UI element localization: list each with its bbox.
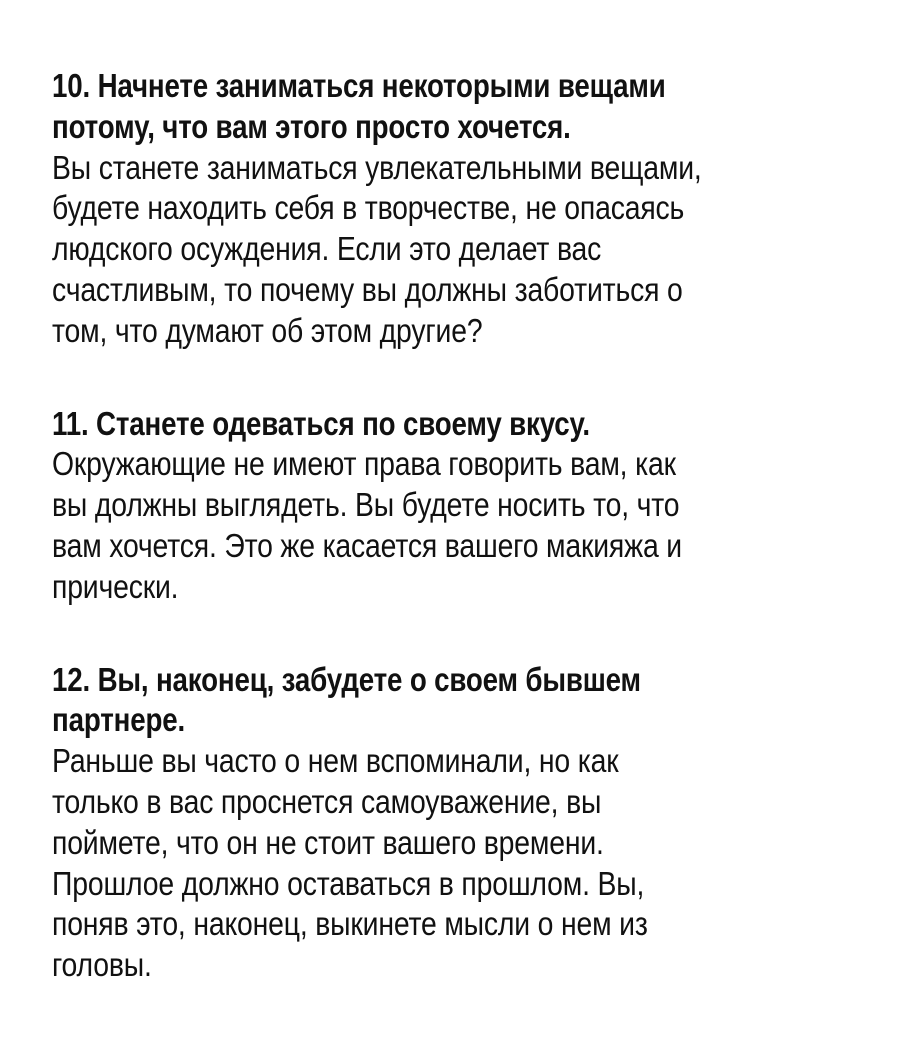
list-item-10 bbox=[52, 66, 882, 352]
body-line: поймете, что он не стоит вашего времени. bbox=[52, 823, 604, 861]
body-line: поняв это, наконец, выкинете мысли о нем из bbox=[52, 905, 648, 943]
heading-line: партнере. bbox=[52, 701, 186, 739]
body-line: Вы станете заниматься увлекательными вещами, bbox=[52, 148, 702, 186]
body-line: прически. bbox=[52, 567, 179, 605]
body-line: Прошлое должно оставаться в прошлом. Вы, bbox=[52, 864, 645, 902]
body-line: вы должны выглядеть. Вы будете носить то, что bbox=[52, 486, 680, 524]
heading-line: 12. Вы, наконец, забудете о своем бывшем bbox=[52, 660, 641, 698]
item-heading bbox=[52, 660, 882, 742]
body-line: Раньше вы часто о нем вспоминали, но как bbox=[52, 742, 619, 780]
heading-line: 10. Начнете заниматься некоторыми вещами bbox=[52, 67, 666, 104]
body-line: счастливым, то почему вы должны заботиться о bbox=[52, 270, 683, 308]
item-body bbox=[52, 741, 882, 986]
body-line: Окружающие не имеют права говорить вам, как bbox=[52, 445, 676, 483]
body-line: вам хочется. Это же касается вашего макияжа и bbox=[52, 526, 682, 564]
body-line: только в вас проснется самоуважение, вы bbox=[52, 782, 602, 820]
body-line: головы. bbox=[52, 946, 152, 984]
body-line: людского осуждения. Если это делает вас bbox=[52, 230, 602, 268]
body-line: том, что думают об этом другие? bbox=[52, 311, 483, 349]
article-page bbox=[52, 66, 882, 1038]
item-heading bbox=[52, 66, 882, 148]
item-heading bbox=[52, 404, 882, 445]
heading-line: 11. Станете одеваться по своему вкусу. bbox=[52, 404, 590, 442]
heading-line: потому, что вам этого просто хочется. bbox=[52, 107, 571, 145]
list-item-11 bbox=[52, 404, 882, 608]
item-body bbox=[52, 148, 882, 352]
body-line: будете находить себя в творчестве, не опасаясь bbox=[52, 189, 685, 227]
list-item-12 bbox=[52, 660, 882, 986]
item-body bbox=[52, 444, 882, 607]
